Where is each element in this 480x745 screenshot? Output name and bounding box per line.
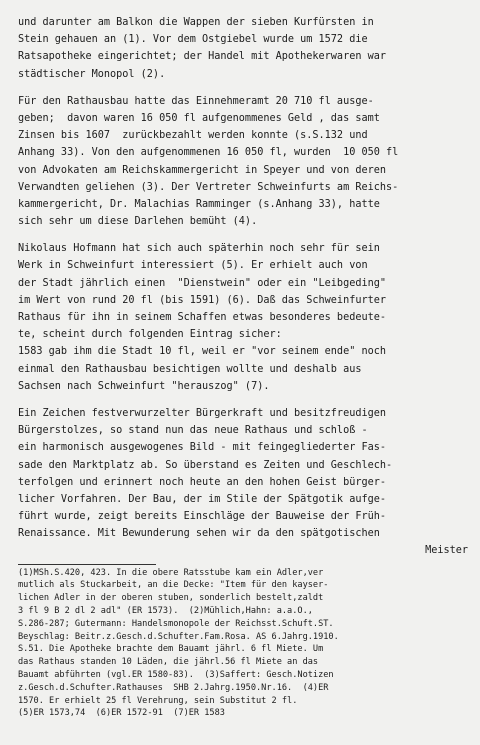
footnote-line: (1)MSh.S.420, 423. In die obere Ratsstube kam ein Adler,ver [18,567,324,578]
catchword: Meister [425,545,468,557]
text-line: Anhang 33). Von den aufgenommenen 16 050 fl, wurden 10 050 fl [18,147,399,159]
text-line: te, scheint durch folgenden Eintrag sicher: [18,329,282,341]
text-line: der Stadt jährlich einen "Dienstwein" oder ein "Leibgeding" [18,277,387,289]
footnote-line: mutlich als Stuckarbeit, an die Decke: "Item für den kayser- [18,580,329,591]
footnote-rule [18,564,156,565]
text-line: von Advokaten am Reichskammergericht in Speyer und von deren [18,164,387,176]
text-line: Bürgerstolzes, so stand nun das neue Rathaus und schloß - [18,425,368,437]
paragraph-4 [18,405,468,543]
footnote-line: 3 fl 9 B 2 dl 2 adl" (ER 1573). (2)Mühlich,Hahn: a.a.O., [18,606,313,617]
text-line: Ein Zeichen festverwurzelter Bürgerkraft und besitzfreudigen [18,407,387,419]
text-line: sich sehr um diese Darlehen bemüht (4). [18,216,258,228]
footnote-line: S.51. Die Apotheke brachte dem Bauamt jährl. 6 fl Miete. Um [18,644,324,655]
text-line: terfolgen und erinnert noch heute an den hohen Geist bürger- [18,476,387,488]
footnote-line: (5)ER 1573,74 (6)ER 1572-91 (7)ER 1583 [18,708,225,719]
text-line: Ratsapotheke eingerichtet; der Handel mit Apothekerwaren war [18,51,387,63]
text-line: Renaissance. Mit Bewunderung sehen wir da den spätgotischen [18,528,380,540]
text-line: Zinsen bis 1607 zurückbezahlt werden konnte (s.S.132 und [18,130,368,142]
text-line: Stein gehauen an (1). Vor dem Ostgiebel wurde um 1572 die [18,34,368,46]
paragraph-3 [18,240,468,395]
text-line: licher Vorfahren. Der Bau, der im Stile der Spätgotik aufge- [18,493,387,505]
text-line: Werk in Schweinfurt interessiert (5). Er erhielt auch von [18,260,368,272]
paragraph-2 [18,93,468,231]
text-line: sade den Marktplatz ab. So überstand es Zeiten und Geschlech- [18,459,393,471]
footnote-line: Bauamt abführten (vgl.ER 1580-83). (3)Saffert: Gesch.Notizen [18,670,334,680]
footnote-line: das Rathaus standen 10 Läden, die jährl.56 fl Miete an das [18,657,319,668]
text-line: kammergericht, Dr. Malachias Ramminger (s.Anhang 33), hatte [18,198,380,210]
footnote-line: lichen Adler in der oberen stuben, sonderlich bestelt,zaldt [18,593,324,604]
paragraph-1 [18,0,468,83]
text-line: Sachsen nach Schweinfurt "herauszog" (7). [18,380,270,392]
text-line: städtischer Monopol (2). [18,68,166,80]
text-line: im Wert von rund 20 fl (bis 1591) (6). Daß das Schweinfurter [18,294,387,306]
text-line: 1583 gab ihm die Stadt 10 fl, weil er "vor seinem ende" noch [18,346,387,358]
text-line: einmal den Rathausbau besichtigen wollte und deshalb aus [18,363,362,375]
text-line: führt wurde, zeigt bereits Einschläge der Bauweise der Früh- [18,511,387,523]
paragraph-gap [18,230,468,240]
footnote-line: z.Gesch.d.Schufter.Rathauses SHB 2.Jahrg.1950.Nr.16. (4)ER [18,682,329,693]
text-line: ein harmonisch ausgewogenes Bild - mit feingegliederter Fas- [18,442,387,454]
text-line: Rathaus für ihn in seinem Schaffen etwas besonderes bedeute- [18,312,387,323]
footnotes [18,567,468,721]
text-line: Für den Rathausbau hatte das Einnehmeramt 20 710 fl ausge- [18,95,374,107]
footnote-line: S.286-287; Gutermann: Handelsmonopole der Reichsst.Schuft.ST. [18,618,334,629]
paragraph-gap [18,395,468,405]
footnote-line: 1570. Er erhielt 25 fl Verehrung, sein Substitut 2 fl. [18,695,298,706]
text-line: und darunter am Balkon die Wappen der sieben Kurfürsten in [18,17,374,28]
text-line: Nikolaus Hofmann hat sich auch späterhin noch sehr für sein [18,243,380,255]
paragraph-gap [18,83,468,93]
text-line: geben; davon waren 16 050 fl aufgenommenes Geld , das samt [18,112,380,124]
text-line: Verwandten geliehen (3). Der Vertreter Schweinfurts am Reichs- [18,181,399,193]
footnote-line: Beyschlag: Beitr.z.Gesch.d.Schufter.Fam.Rosa. AS 6.Jahrg.1910. [18,631,339,642]
